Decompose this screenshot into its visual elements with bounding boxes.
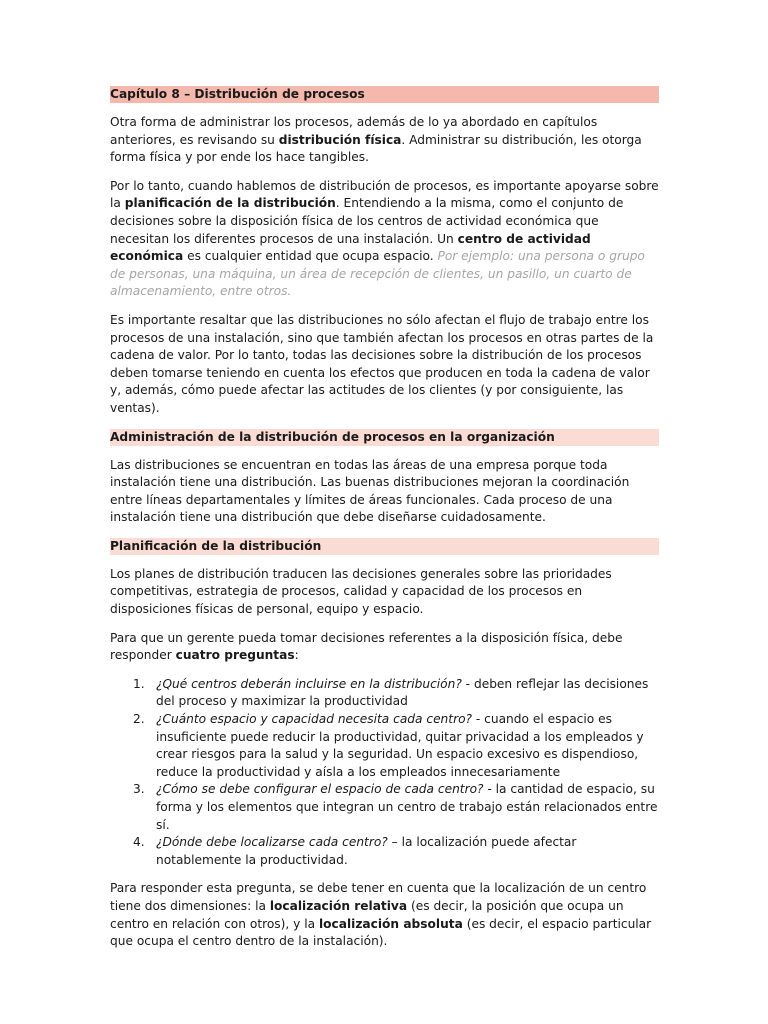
example-text: Por ejemplo: una persona o grupo de personas, una máquina, un área de recepción de clientes, un pasillo, un cuarto de almacenamiento, entre otros.: [110, 249, 645, 299]
text-run: (es decir, el espacio particular que ocupa el centro dentro de la instalación).: [110, 916, 652, 949]
text-run: Por lo tanto, cuando hablemos de distribución de procesos, es importante apoyarse sobre la: [110, 178, 659, 211]
bold-term: cuatro preguntas: [175, 648, 295, 663]
text-run: . Administrar su distribución, les otorga forma física y por ende los hace tangibles.: [110, 132, 642, 165]
text-run: . Entendiendo a la misma, como el conjunto de decisiones sobre la disposición física de los centros de actividad económica que necesitan los diferentes procesos de una instalación. Un: [110, 196, 624, 246]
bold-term: localización relativa: [269, 898, 408, 913]
text-run: :: [294, 648, 299, 663]
bold-term: localización absoluta: [318, 916, 463, 931]
document-body: [110, 86, 659, 962]
list-number: 2.: [133, 712, 145, 727]
bold-term: distribución física: [278, 132, 402, 147]
section-heading-administration: Administración de la distribución de procesos en la organización: [110, 429, 659, 446]
paragraph-planning: [110, 178, 659, 301]
section-heading-planning: Planificación de la distribución: [110, 538, 659, 555]
list-item: [110, 834, 659, 869]
list-item: [110, 711, 659, 781]
bold-term: centro de actividad económica: [110, 231, 591, 264]
question-text: ¿Dónde debe localizarse cada centro?: [156, 835, 388, 850]
text-run: Para que un gerente pueda tomar decisiones referentes a la disposición física, debe responder: [110, 630, 623, 663]
paragraph-questions-intro: [110, 630, 659, 665]
bold-term: planificación de la distribución: [124, 196, 336, 211]
list-number: 3.: [133, 782, 145, 797]
question-text: ¿Qué centros deberán incluirse en la distribución?: [156, 676, 462, 691]
list-item: [110, 676, 659, 711]
answer-text: - deben reflejar las decisiones del proceso y maximizar la productividad: [156, 676, 649, 709]
text-run: es cualquier entidad que ocupa espacio.: [183, 249, 438, 264]
text-run: Para responder esta pregunta, se debe tener en cuenta que la localización de un centro tiene dos dimensiones: la: [110, 881, 647, 913]
question-text: ¿Cómo se debe configurar el espacio de cada centro?: [156, 782, 484, 797]
paragraph-localization: [110, 880, 659, 950]
paragraph-intro: [110, 114, 659, 167]
chapter-title: Capítulo 8 – Distribución de procesos: [110, 86, 659, 103]
answer-text: - cuando el espacio es insuficiente puede reducir la productividad, quitar privacidad a los empleados y crear riesgos para la salud y la seguridad. Un espacio excesivo es dispendioso, reduce la productividad y aísla a los empleados innecesariamente: [156, 712, 644, 779]
list-number: 4.: [133, 835, 145, 850]
answer-text: - la cantidad de espacio, su forma y los elementos que integran un centro de trabajo están relacionados entre sí.: [156, 782, 658, 832]
paragraph-administration: Las distribuciones se encuentran en todas las áreas de una empresa porque toda instalación tiene una distribución. Las buenas distribuciones mejoran la coordinación entre líneas departamentales y límites de áreas funcionales. Cada proceso de una instalación tiene una distribución que debe diseñarse cuidadosamente.: [110, 457, 630, 525]
text-run: Otra forma de administrar los procesos, además de lo ya abordado en capítulos anteriores, es revisando su: [110, 115, 598, 147]
paragraph-plans: Los planes de distribución traducen las decisiones generales sobre las prioridades competitivas, estrategia de procesos, calidad y capacidad de los procesos en disposiciones físicas de personal, equipo y espacio.: [110, 566, 612, 617]
question-text: ¿Cuánto espacio y capacidad necesita cada centro?: [156, 712, 473, 727]
questions-list: [110, 676, 659, 870]
list-number: 1.: [133, 676, 145, 691]
text-run: (es decir, la posición que ocupa un centro en relación con otros), y la: [110, 898, 624, 931]
answer-text: – la localización puede afectar notablemente la productividad.: [156, 835, 577, 867]
list-item: [110, 781, 659, 834]
paragraph-value-chain: Es importante resaltar que las distribuciones no sólo afectan el flujo de trabajo entre los procesos de una instalación, sino que también afectan los procesos en otras partes de la cadena de valor. Por lo tanto, todas las decisiones sobre la distribución de los procesos deben tomarse teniendo en cuenta los efectos que producen en toda la cadena de valor y, además, cómo puede afectar las actitudes de los clientes (y por consiguiente, las ventas).: [110, 312, 654, 415]
